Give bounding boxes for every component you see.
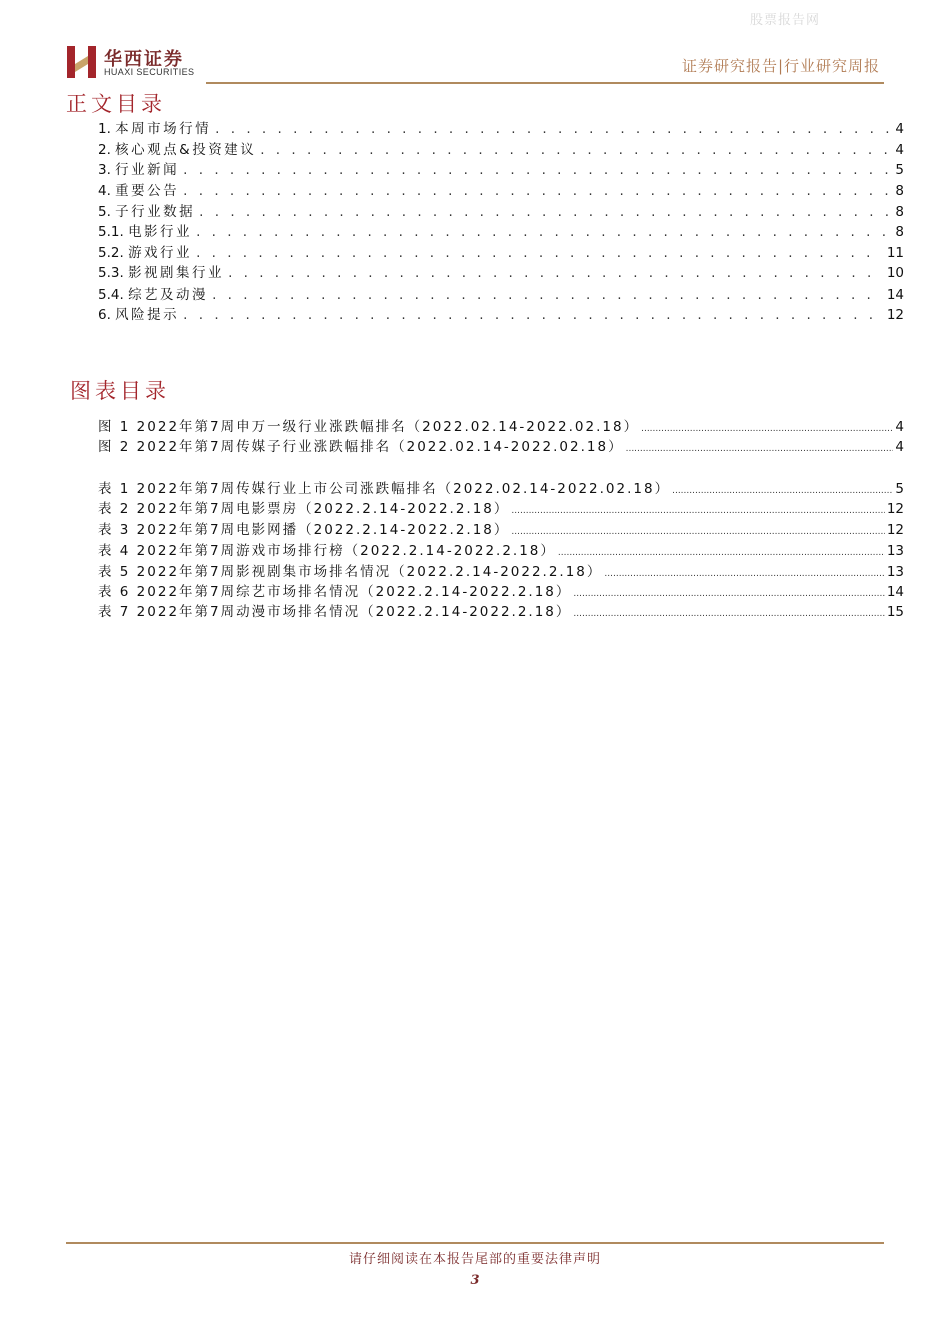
table-entry-label: 表 6 2022年第7周综艺市场排名情况（2022.2.14-2022.2.18） xyxy=(98,584,572,600)
dot-leader xyxy=(183,183,891,199)
table-entry-label: 表 7 2022年第7周动漫市场排名情况（2022.2.14-2022.2.18） xyxy=(98,604,572,620)
table-entry[interactable] xyxy=(98,600,904,620)
toc-item-number: 6. xyxy=(98,307,116,323)
toc-item-page: 5 xyxy=(895,162,904,178)
toc-item-label: 游戏行业 xyxy=(128,245,193,261)
toc-item[interactable] xyxy=(98,200,904,220)
toc-item-number: 5.2. xyxy=(98,245,129,261)
toc-item-page: 8 xyxy=(895,224,904,240)
toc-item-page: 8 xyxy=(895,183,904,199)
toc-item[interactable] xyxy=(98,179,904,199)
footer-divider xyxy=(66,1242,884,1244)
table-entry-label: 表 3 2022年第7周电影网播（2022.2.14-2022.2.18） xyxy=(98,522,510,538)
dot-leader xyxy=(212,287,883,303)
toc-item[interactable] xyxy=(98,117,904,137)
brand-name-en: HUAXI SECURITIES xyxy=(104,67,195,77)
table-entry-label: 表 1 2022年第7周传媒行业上市公司涨跌幅排名（2022.02.14-2022.02.18） xyxy=(98,481,671,497)
table-entry-label: 表 5 2022年第7周影视剧集市场排名情况（2022.2.14-2022.2.18） xyxy=(98,564,603,580)
table-entry[interactable] xyxy=(98,518,904,538)
table-entry-page: 14 xyxy=(886,584,904,600)
dot-leader xyxy=(183,162,891,178)
toc-item[interactable] xyxy=(98,303,904,323)
dot-leader xyxy=(641,424,893,434)
table-entry-label: 表 2 2022年第7周电影票房（2022.2.14-2022.2.18） xyxy=(98,501,510,517)
toc-item-label: 行业新闻 xyxy=(115,162,180,178)
table-entry[interactable] xyxy=(98,560,904,580)
toc-item-label: 子行业数据 xyxy=(115,204,196,220)
dot-leader xyxy=(511,527,884,537)
toc-item-number: 2. xyxy=(98,142,116,158)
dot-leader xyxy=(573,589,884,599)
dot-leader xyxy=(511,506,884,516)
toc-item-page: 8 xyxy=(895,204,904,220)
toc-item-page: 4 xyxy=(895,142,904,158)
toc-item-page: 10 xyxy=(886,265,904,281)
toc-item-label: 核心观点&投资建议 xyxy=(115,142,257,158)
table-entry-page: 12 xyxy=(886,501,904,517)
toc-item-page: 4 xyxy=(895,121,904,137)
footer-disclaimer: 请仔细阅读在本报告尾部的重要法律声明 xyxy=(348,1252,601,1267)
table-entry[interactable] xyxy=(98,477,904,497)
toc-item-page: 11 xyxy=(886,245,904,261)
toc-item-number: 5.1. xyxy=(98,224,129,240)
dot-leader xyxy=(199,204,891,220)
toc-item-label: 本周市场行情 xyxy=(115,121,212,137)
toc-item-number: 5.4. xyxy=(98,287,129,303)
toc-item[interactable] xyxy=(98,241,904,261)
toc-item-number: 5. xyxy=(98,204,116,220)
huaxi-logo-icon xyxy=(66,44,98,80)
figures-title: 图表目录 xyxy=(70,379,170,403)
table-entry[interactable] xyxy=(98,580,904,600)
toc-item-number: 3. xyxy=(98,162,116,178)
watermark: 股票报告网 xyxy=(750,13,821,28)
page-number: 3 xyxy=(470,1273,480,1288)
company-logo xyxy=(66,44,206,80)
table-entry-label: 表 4 2022年第7周游戏市场排行榜（2022.2.14-2022.2.18） xyxy=(98,543,556,559)
toc-item[interactable] xyxy=(98,138,904,158)
dot-leader xyxy=(215,121,891,137)
table-entry-page: 13 xyxy=(886,564,904,580)
toc-title: 正文目录 xyxy=(66,92,166,116)
chart-entry[interactable] xyxy=(98,415,904,435)
table-entry-page: 12 xyxy=(886,522,904,538)
chart-entry-label: 图 1 2022年第7周申万一级行业涨跌幅排名（2022.02.14-2022.02.18） xyxy=(98,419,640,435)
chart-entry[interactable] xyxy=(98,435,904,455)
dot-leader xyxy=(196,224,891,240)
dot-leader xyxy=(228,265,883,281)
toc-item-page: 12 xyxy=(886,307,904,323)
chart-entry-page: 4 xyxy=(895,419,904,435)
toc-item-number: 4. xyxy=(98,183,116,199)
toc-item[interactable] xyxy=(98,261,904,281)
toc-item-number: 5.3. xyxy=(98,265,129,281)
toc-item-label: 电影行业 xyxy=(128,224,193,240)
table-entry-page: 15 xyxy=(886,604,904,620)
toc-item[interactable] xyxy=(98,283,904,303)
toc-item-label: 影视剧集行业 xyxy=(128,265,225,281)
dot-leader xyxy=(196,245,883,261)
toc-item-page: 14 xyxy=(886,287,904,303)
toc-item[interactable] xyxy=(98,220,904,240)
dot-leader xyxy=(260,142,891,158)
dot-leader xyxy=(626,444,894,454)
report-type: 证券研究报告|行业研究周报 xyxy=(681,57,880,75)
table-entry[interactable] xyxy=(98,539,904,559)
dot-leader xyxy=(558,548,885,558)
toc-item[interactable] xyxy=(98,158,904,178)
dot-leader xyxy=(183,307,883,323)
brand-name-cn: 华西证券 xyxy=(104,49,184,70)
toc-item-label: 综艺及动漫 xyxy=(128,287,209,303)
header-divider xyxy=(206,82,884,84)
dot-leader xyxy=(573,609,884,619)
toc-item-number: 1. xyxy=(98,121,116,137)
table-entry-page: 5 xyxy=(895,481,904,497)
chart-entry-page: 4 xyxy=(895,439,904,455)
table-entry[interactable] xyxy=(98,497,904,517)
dot-leader xyxy=(604,569,884,579)
table-entry-page: 13 xyxy=(886,543,904,559)
chart-entry-label: 图 2 2022年第7周传媒子行业涨跌幅排名（2022.02.14-2022.02.18） xyxy=(98,439,624,455)
dot-leader xyxy=(672,486,893,496)
toc-item-label: 风险提示 xyxy=(115,307,180,323)
toc-item-label: 重要公告 xyxy=(115,183,180,199)
